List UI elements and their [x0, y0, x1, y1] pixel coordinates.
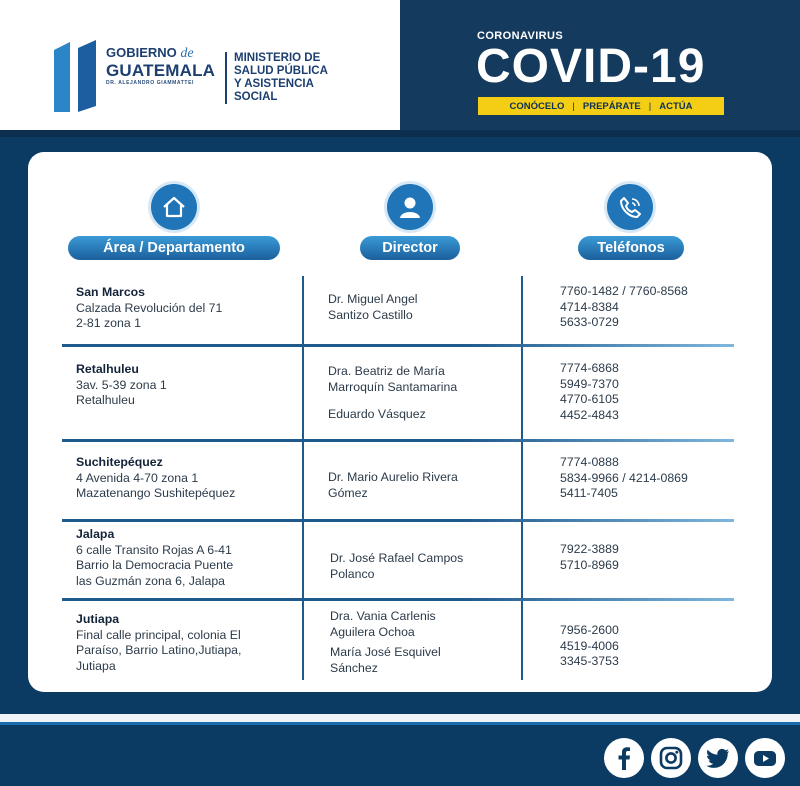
directory-panel [28, 152, 772, 692]
youtube-icon[interactable] [745, 738, 785, 778]
department-name: Retalhuleu [76, 362, 139, 376]
covid-kicker: CORONAVIRUS [477, 30, 564, 42]
director-name: Santizo Castillo [328, 307, 413, 322]
phones-cell [560, 542, 619, 573]
phones-cell [560, 455, 688, 502]
logo-separator [225, 52, 227, 104]
address-line: Final calle principal, colonia El [76, 627, 241, 642]
address-line: Barrio la Democracia Puente [76, 558, 234, 572]
area-cell [76, 285, 222, 332]
column-divider [302, 276, 304, 680]
facebook-icon[interactable] [604, 738, 644, 778]
phone-number: 4519-4006 [560, 638, 619, 653]
address-line: 3av. 5-39 zona 1 [76, 377, 167, 392]
address-line: Paraíso, Barrio Latino,Jutiapa, [76, 643, 242, 657]
phones-cell [560, 623, 619, 670]
tagline-item: PREPÁRATE [582, 100, 641, 112]
column-header-director: Director [360, 236, 460, 260]
director-name: Eduardo Vásquez [328, 407, 426, 421]
director-name: María José Esquivel [330, 645, 441, 659]
phone-number: 5633-0729 [560, 315, 619, 329]
address-line: 6 calle Transito Rojas A 6-41 [76, 542, 232, 557]
footer-stripe [0, 714, 800, 722]
address-line: Jutiapa [76, 658, 116, 673]
tagline-divider: | [572, 100, 575, 112]
area-cell [76, 527, 233, 589]
row-divider [62, 439, 734, 442]
area-cell [76, 362, 167, 409]
row-divider [62, 519, 734, 522]
phone-number: 3345-3753 [560, 654, 619, 668]
phone-number: 7774-6868 [560, 361, 619, 375]
government-title: GOBIERNO de GUATEMALA DR. ALEJANDRO GIAMMATTEI [106, 45, 216, 86]
director-cell [328, 364, 457, 423]
house-icon [151, 184, 197, 230]
phone-number: 7922-3889 [560, 542, 619, 556]
director-name: Dra. Beatriz de María [328, 364, 445, 378]
director-name: Sánchez [330, 660, 378, 675]
address-line: Calzada Revolución del 71 [76, 300, 223, 315]
instagram-icon[interactable] [651, 738, 691, 778]
director-name: Dra. Vania Carlenis [330, 609, 436, 623]
director-name: Gómez [328, 485, 368, 500]
department-name: Jalapa [76, 527, 115, 541]
phone-icon [607, 184, 653, 230]
director-name: Aguilera Ochoa [330, 624, 415, 639]
director-name: Dr. Mario Aurelio Rivera [328, 470, 458, 484]
tagline-item: CONÓCELO [509, 100, 565, 112]
director-cell [330, 609, 441, 676]
twitter-icon[interactable] [698, 738, 738, 778]
ministry-name: MINISTERIO DE SALUD PÚBLICA Y ASISTENCIA SOCIAL [234, 52, 328, 103]
address-line: Mazatenango Sushitepéquez [76, 486, 236, 500]
director-name: Dr. Miguel Angel [328, 292, 418, 306]
covid-title: COVID-19 [476, 40, 706, 93]
phones-cell [560, 361, 619, 423]
tagline-item: ACTÚA [659, 100, 693, 112]
phone-number: 5710-8969 [560, 557, 619, 572]
area-cell [76, 612, 241, 674]
phone-number: 5834-9966 / 4214-0869 [560, 470, 688, 485]
address-line: Retalhuleu [76, 393, 135, 407]
address-line: las Guzmán zona 6, Jalapa [76, 573, 226, 588]
header-divider [0, 130, 800, 137]
phones-cell [560, 284, 688, 331]
director-name: Dr. José Rafael Campos [330, 551, 464, 565]
director-name: Marroquín Santamarina [328, 379, 458, 394]
guatemala-flag-logo-icon [52, 40, 98, 114]
address-line: 4 Avenida 4-70 zona 1 [76, 470, 199, 485]
column-header-area: Área / Departamento [68, 236, 280, 260]
person-icon [387, 184, 433, 230]
phone-number: 4452-4843 [560, 407, 619, 422]
director-cell [328, 470, 458, 501]
row-divider [62, 598, 734, 601]
department-name: Jutiapa [76, 612, 120, 626]
director-cell [330, 551, 463, 582]
phone-number: 5949-7370 [560, 376, 619, 391]
phone-number: 7956-2600 [560, 623, 619, 637]
phone-number: 7774-0888 [560, 455, 619, 469]
area-cell [76, 455, 235, 502]
director-name: Polanco [330, 566, 375, 581]
phone-number: 5411-7405 [560, 486, 618, 500]
column-header-phones: Teléfonos [578, 236, 684, 260]
tagline-divider: | [648, 100, 652, 112]
covid-tagline-bar [478, 97, 724, 115]
department-name: Suchitepéquez [76, 455, 163, 469]
address-line: 2-81 zona 1 [76, 316, 141, 330]
phone-number: 4770-6105 [560, 392, 619, 406]
column-divider [521, 276, 523, 680]
phone-number: 7760-1482 / 7760-8568 [560, 284, 688, 298]
director-cell [328, 292, 418, 323]
footer-accent-line [0, 722, 800, 725]
row-divider [62, 344, 734, 347]
phone-number: 4714-8384 [560, 299, 619, 314]
department-name: San Marcos [76, 285, 146, 299]
